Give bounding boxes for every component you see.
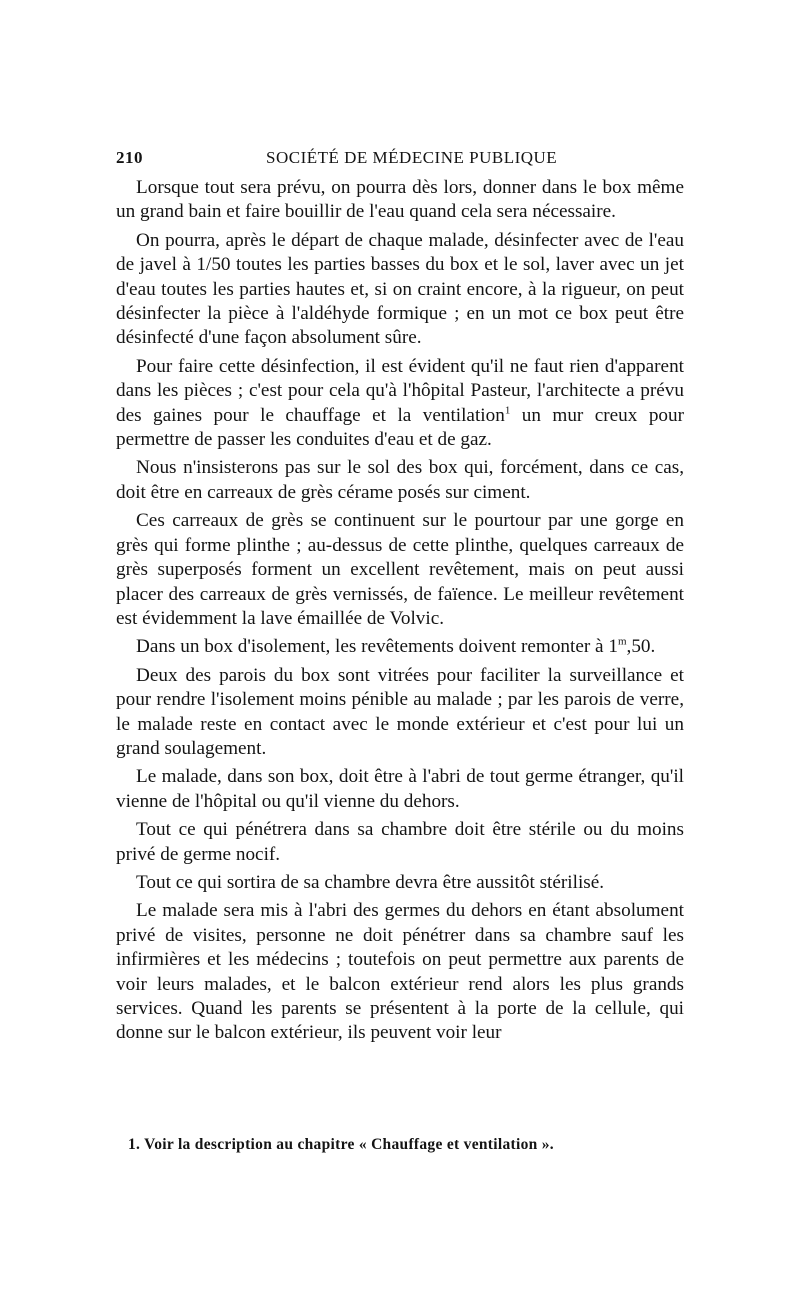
paragraph-7: Deux des parois du box sont vitrées pour faciliter la surveillance et pour rendre l'isolement moins pénible au malade ; par les parois de verre, le malade reste en contact avec le monde extérieur et c'est pour lui un grand soulagement. bbox=[116, 664, 684, 759]
footnote-text: Voir la description au chapitre « Chauffage et ventilation ». bbox=[144, 1136, 554, 1153]
paragraph-10: Tout ce qui sortira de sa chambre devra être aussitôt stérilisé. bbox=[136, 871, 605, 893]
paragraph-9: Tout ce qui pénétrera dans sa chambre doit être stérile ou du moins privé de germe nocif. bbox=[116, 819, 684, 865]
paragraph-1: Lorsque tout sera prévu, on pourra dès lors, donner dans le box même un grand bain et faire bouillir de l'eau quand cela sera nécessaire. bbox=[116, 177, 684, 223]
paragraph-3-text-b: un mur creux pour permettre de passer les conduites d'eau et de gaz. bbox=[116, 404, 684, 451]
unit-superscript: m bbox=[617, 635, 627, 648]
footnote bbox=[128, 1136, 688, 1154]
paragraph-8: Le malade, dans son box, doit être à l'abri de tout germe étranger, qu'il vienne de l'hôpital ou qu'il vienne du dehors. bbox=[116, 766, 684, 812]
paragraph-2: On pourra, après le départ de chaque malade, désinfecter avec de l'eau de javel à 1/50 toutes les parties basses du box et le sol, laver avec un jet d'eau toutes les parties hautes et, si on craint encore, à la rigueur, on peut désinfecter la pièce à l'aldéhyde formique ; en un mot ce box peut être désinfecté d'une façon absolument sûre. bbox=[116, 229, 684, 349]
page-number: 210 bbox=[116, 148, 143, 167]
paragraph-5: Ces carreaux de grès se continuent sur le pourtour par une gorge en grès qui forme plinthe ; au-dessus de cette plinthe, quelques carreaux de grès superposés forment un excellent revêtement, mais on peut aussi placer des carreaux de grès vernissés, de faïence. Le meilleur revêtement est évidemment la lave émaillée de Volvic. bbox=[116, 510, 684, 629]
paragraph-4: Nous n'insisterons pas sur le sol des box qui, forcément, dans ce cas, doit être en carreaux de grès cérame posés sur ciment. bbox=[116, 457, 684, 503]
footnote-reference: 1 bbox=[504, 404, 511, 417]
paragraph-3-text-a: Pour faire cette désinfection, il est évident qu'il ne faut rien d'apparent dans les pièces ; c'est pour cela qu'à l'hôpital Pasteur, l'architecte a prévu des gaines pour le chauffage et la ventilation bbox=[116, 355, 684, 426]
page-header bbox=[116, 148, 684, 172]
paragraph-6-text-a: Dans un box d'isolement, les revêtements doivent remonter à 1 bbox=[136, 636, 618, 658]
body-text bbox=[116, 176, 684, 1046]
paragraph-6-text-b: ,50. bbox=[626, 636, 656, 658]
paragraph-11: Le malade sera mis à l'abri des germes du dehors en étant absolument privé de visites, personne ne doit pénétrer dans sa chambre sauf les infirmières et les médecins ; toutefois on peut permettre aux parents de voir leurs malades, et le balcon extérieur rend alors les plus grands services. Quand les parents se présentent à la porte de la cellule, qui donne sur le balcon extérieur, ils peuvent voir leur bbox=[116, 900, 684, 1044]
footnote-marker: 1. bbox=[128, 1136, 141, 1153]
running-title: SOCIÉTÉ DE MÉDECINE PUBLIQUE bbox=[266, 148, 558, 167]
paragraph-3 bbox=[116, 355, 684, 453]
paragraph-6 bbox=[116, 635, 684, 659]
